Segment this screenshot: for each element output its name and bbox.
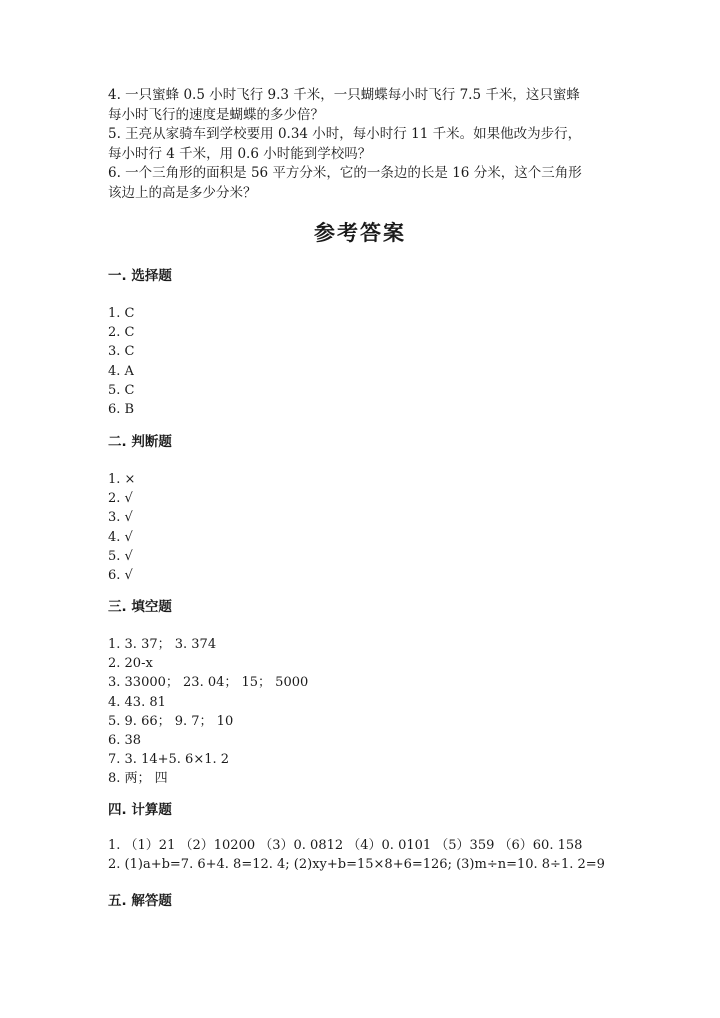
answer-item: 2. √ [108, 491, 133, 507]
problem-line: 每小时行 4 千米，用 0.6 小时能到学校吗？ [108, 145, 372, 162]
problem-5 [108, 125, 608, 164]
problem-line: 该边上的高是多少分米？ [108, 184, 257, 201]
answer-item: 2. C [108, 325, 135, 341]
section-word-problems [108, 889, 628, 909]
answer-item: 1. 3. 37； 3. 374 [108, 637, 217, 652]
problem-line: 4. 一只蜜蜂 0.5 小时飞行 9.3 千米，一只蝴蝶每小时飞行 7.5 千米，这只蜜蜂 [108, 87, 580, 103]
answer-item: 4. 43. 81 [108, 694, 166, 710]
section-calculation [108, 798, 628, 874]
problem-6 [108, 164, 608, 203]
answer-list [108, 635, 628, 789]
answer-item: 3. √ [108, 510, 133, 526]
answer-item: 4. √ [108, 529, 133, 545]
answer-list [108, 304, 628, 419]
answer-list [108, 470, 628, 585]
problem-4 [108, 86, 608, 125]
answer-item: 3. C [108, 344, 135, 360]
answer-list [108, 836, 628, 874]
section-true-false [108, 430, 628, 585]
answer-item: 1. × [108, 472, 136, 487]
answer-item: 6. √ [108, 568, 133, 584]
problem-line: 5. 王亮从家骑车到学校要用 0.34 小时，每小时行 11 千米。如果他改为步行， [108, 126, 582, 142]
section-fill-in-blank [108, 595, 628, 789]
problem-line: 6. 一个三角形的面积是 56 平方分米，它的一条边的长是 16 分米，这个三角形 [108, 165, 582, 181]
section-heading: 五. 解答题 [108, 893, 172, 909]
answer-item: 5. 9. 66； 9. 7； 10 [108, 713, 234, 729]
answer-item: 6. 38 [108, 733, 142, 749]
section-heading: 三. 填空题 [108, 599, 172, 615]
answer-item: 4. A [108, 363, 134, 379]
answer-item: 3. 33000； 23. 04； 15； 5000 [108, 675, 309, 691]
problem-line: 每小时飞行的速度是蝴蝶的多少倍？ [108, 106, 324, 123]
section-heading: 四. 计算题 [108, 802, 172, 818]
answer-item: 2. (1)a+b=7. 6+4. 8=12. 4; (2)xy+b=15×8+6=126; (3)m÷n=10. 8÷1. 2=9 [108, 857, 605, 873]
answer-item: 6. B [108, 402, 135, 418]
answer-item: 7. 3. 14+5. 6×1. 2 [108, 752, 230, 768]
answer-item: 5. √ [108, 548, 133, 564]
answer-title: 参考答案 [314, 221, 406, 245]
word-problems [108, 86, 608, 203]
answer-item: 5. C [108, 382, 135, 398]
answer-item: 8. 两； 四 [108, 771, 168, 787]
section-heading: 一. 选择题 [108, 268, 172, 284]
answer-item: 2. 20-x [108, 656, 153, 672]
answer-item: 1. （1）21 （2）10200 （3）0. 0812 （4）0. 0101 （5）359 （6）60. 158 [108, 838, 583, 853]
section-multiple-choice [108, 264, 628, 419]
answer-item: 1. C [108, 306, 135, 321]
section-heading: 二. 判断题 [108, 434, 172, 450]
